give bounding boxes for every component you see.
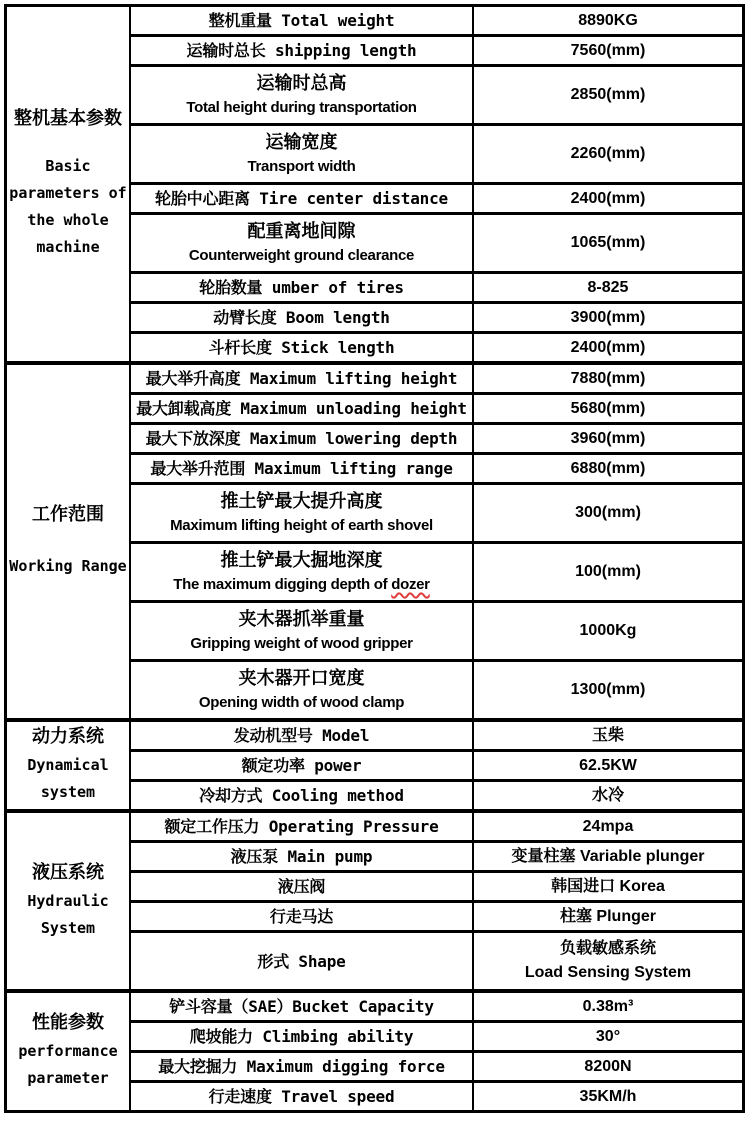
category-cell — [7, 813, 131, 989]
value-cell — [474, 813, 742, 840]
param-cell — [131, 903, 474, 930]
param-cell — [131, 722, 474, 749]
param-cell — [131, 1083, 474, 1110]
category-label-cn: 工作范围 — [32, 504, 104, 525]
spec-row — [131, 182, 742, 212]
section-rows — [131, 993, 742, 1110]
value-text: 2260(mm) — [570, 145, 646, 162]
spec-row — [131, 779, 742, 809]
section-rows — [131, 365, 742, 718]
value-cell — [474, 334, 742, 361]
param-cell — [131, 603, 474, 659]
param-cell — [131, 933, 474, 989]
param-label: 形式 Shape — [257, 951, 346, 971]
spec-row — [131, 34, 742, 64]
value-cell — [474, 455, 742, 482]
value-text: 1000Kg — [579, 622, 637, 639]
value-text: 7560(mm) — [570, 41, 646, 59]
param-label: 行走马达 — [269, 907, 334, 926]
category-label-cn: 整机基本参数 — [14, 108, 122, 129]
value-text: 2400(mm) — [570, 338, 646, 356]
value-text: 8-825 — [587, 278, 629, 296]
value-cell — [474, 993, 742, 1020]
spec-row — [131, 749, 742, 779]
spec-row — [131, 331, 742, 361]
value-cell — [474, 843, 742, 870]
param-label-en: Opening width of wood clamp — [198, 694, 405, 711]
spec-row — [131, 1020, 742, 1050]
category-label-en: System — [40, 918, 96, 937]
value-cell — [474, 365, 742, 392]
category-label-en: Basic — [45, 157, 91, 175]
category-cell — [7, 7, 131, 361]
category-label-en: system — [40, 783, 96, 801]
param-cell — [131, 425, 474, 452]
value-cell — [474, 1023, 742, 1050]
value-cell — [474, 903, 742, 930]
param-cell — [131, 365, 474, 392]
value-text-cn: 负载敏感系统 — [559, 940, 656, 957]
param-label: 最大举升范围 Maximum lifting range — [150, 459, 453, 478]
value-cell — [474, 485, 742, 541]
param-label: 最大下放深度 Maximum lowering depth — [145, 429, 458, 448]
param-cell — [131, 215, 474, 271]
value-text: 30° — [595, 1027, 621, 1045]
value-cell — [474, 126, 742, 182]
spec-row — [131, 840, 742, 870]
param-label-cn: 推土铲最大掘地深度 — [220, 550, 383, 571]
category-label-en: parameter — [27, 1069, 109, 1087]
value-text: 62.5KW — [579, 756, 637, 774]
category-label-cn: 动力系统 — [32, 726, 104, 747]
param-cell — [131, 7, 474, 34]
spec-row — [131, 123, 742, 182]
category-label-en: parameters of — [9, 184, 127, 202]
param-label-cn: 推土铲最大提升高度 — [220, 491, 383, 512]
param-label: 额定工作压力 Operating Pressure — [164, 817, 439, 836]
value-cell — [474, 873, 742, 900]
value-text: 2850(mm) — [570, 86, 646, 103]
param-cell — [131, 843, 474, 870]
value-text: 100(mm) — [575, 563, 641, 580]
param-label-en: Counterweight ground clearance — [188, 247, 415, 264]
value-text: 6880(mm) — [570, 459, 646, 477]
spec-row — [131, 482, 742, 541]
spec-row — [131, 600, 742, 659]
spec-row — [131, 722, 742, 749]
value-cell — [474, 215, 742, 271]
value-cell — [474, 752, 742, 779]
category-label-en: machine — [36, 238, 100, 256]
param-cell — [131, 185, 474, 212]
value-cell — [474, 274, 742, 301]
spec-row — [131, 64, 742, 123]
param-label-en: Transport width — [247, 158, 356, 175]
category-label-en: the whole — [27, 211, 109, 229]
value-cell — [474, 425, 742, 452]
value-text: 7880(mm) — [570, 369, 646, 387]
spec-section — [7, 809, 742, 989]
param-cell — [131, 304, 474, 331]
value-cell — [474, 1053, 742, 1080]
value-text: 柱塞 Plunger — [559, 907, 656, 925]
category-label-en: performance — [18, 1042, 118, 1060]
spec-row — [131, 659, 742, 718]
value-cell — [474, 1083, 742, 1110]
spec-row — [131, 392, 742, 422]
spec-row — [131, 271, 742, 301]
param-label-en: Gripping weight of wood gripper — [190, 635, 413, 652]
param-label: 铲斗容量（SAE）Bucket Capacity — [169, 997, 434, 1016]
param-label: 轮胎中心距离 Tire center distance — [155, 189, 448, 208]
value-cell — [474, 304, 742, 331]
spec-section — [7, 361, 742, 718]
value-text: 8200N — [584, 1057, 632, 1075]
param-label: 行走速度 Travel speed — [208, 1087, 395, 1106]
category-label-cn: 液压系统 — [32, 861, 104, 883]
param-label: 动臂长度 Boom length — [213, 308, 390, 327]
spec-row — [131, 212, 742, 271]
param-cell — [131, 37, 474, 64]
value-cell — [474, 603, 742, 659]
spec-row — [131, 993, 742, 1020]
spec-row — [131, 301, 742, 331]
value-text: 8890KG — [578, 11, 638, 29]
value-cell — [474, 782, 742, 809]
value-cell — [474, 37, 742, 64]
value-text: 玉柴 — [591, 726, 624, 744]
spec-row — [131, 365, 742, 392]
param-label: 冷却方式 Cooling method — [199, 786, 404, 805]
param-cell — [131, 993, 474, 1020]
spec-row — [131, 422, 742, 452]
value-text: 2400(mm) — [570, 189, 646, 207]
category-label-en: Hydraulic — [27, 891, 109, 910]
spec-row — [131, 930, 742, 989]
param-label: 整机重量 Total weight — [208, 11, 395, 30]
value-cell — [474, 185, 742, 212]
value-text: 300(mm) — [575, 504, 641, 521]
misspelled-word: dozer — [391, 576, 430, 593]
param-label-en: Total height during transportation — [186, 99, 417, 116]
value-text: 韩国进口 Korea — [551, 877, 665, 895]
value-text: 5680(mm) — [570, 399, 646, 417]
param-label: 最大挖掘力 Maximum digging force — [158, 1057, 445, 1076]
value-cell — [474, 7, 742, 34]
value-text: 24mpa — [582, 817, 634, 835]
param-cell — [131, 274, 474, 301]
section-rows — [131, 813, 742, 989]
spec-section — [7, 718, 742, 809]
param-cell — [131, 1023, 474, 1050]
param-cell — [131, 873, 474, 900]
value-text: 变量柱塞 Variable plunger — [511, 847, 705, 865]
param-cell — [131, 752, 474, 779]
param-cell — [131, 67, 474, 123]
value-cell — [474, 722, 742, 749]
param-label-en: Maximum lifting height of earth shovel — [170, 517, 433, 534]
param-label: 轮胎数量 umber of tires — [199, 278, 404, 297]
param-cell — [131, 485, 474, 541]
spec-row — [131, 541, 742, 600]
value-text: 1065(mm) — [570, 234, 646, 251]
spec-table — [4, 4, 745, 1113]
spec-row — [131, 452, 742, 482]
value-text-en: Load Sensing System — [524, 964, 692, 981]
param-label-cn: 夹木器开口宽度 — [238, 668, 365, 689]
section-rows — [131, 7, 742, 361]
param-cell — [131, 813, 474, 840]
param-cell — [131, 334, 474, 361]
spec-row — [131, 900, 742, 930]
spec-row — [131, 1080, 742, 1110]
param-label: 爬坡能力 Climbing ability — [189, 1027, 414, 1046]
value-cell — [474, 662, 742, 718]
param-cell — [131, 662, 474, 718]
value-cell — [474, 395, 742, 422]
param-label: 最大卸载高度 Maximum unloading height — [136, 399, 467, 418]
param-label: 额定功率 power — [241, 756, 362, 775]
category-label-en: Dynamical — [27, 756, 109, 774]
param-label-cn: 运输宽度 — [265, 132, 338, 153]
value-text: 35KM/h — [579, 1087, 637, 1105]
value-text: 3900(mm) — [570, 308, 646, 326]
value-text: 0.38m³ — [582, 997, 634, 1015]
category-cell — [7, 993, 131, 1110]
param-label-cn: 配重离地间隙 — [247, 221, 356, 242]
param-label-en-text: The maximum digging depth of — [173, 576, 392, 593]
value-cell — [474, 933, 742, 989]
param-label: 最大举升高度 Maximum lifting height — [145, 369, 458, 388]
param-label-cn: 夹木器抓举重量 — [238, 609, 365, 630]
param-label-cn: 运输时总高 — [256, 73, 347, 94]
section-rows — [131, 722, 742, 809]
param-cell — [131, 1053, 474, 1080]
param-cell — [131, 782, 474, 809]
category-label-cn: 性能参数 — [32, 1012, 104, 1033]
spec-row — [131, 7, 742, 34]
param-label: 液压阀 — [277, 877, 326, 896]
param-label: 运输时总长 shipping length — [186, 41, 417, 60]
spec-row — [131, 1050, 742, 1080]
category-cell — [7, 365, 131, 718]
category-cell — [7, 722, 131, 809]
value-text: 3960(mm) — [570, 429, 646, 447]
param-cell — [131, 126, 474, 182]
spec-row — [131, 813, 742, 840]
value-text: 水冷 — [591, 786, 624, 804]
param-cell — [131, 395, 474, 422]
spec-row — [131, 870, 742, 900]
category-label-en: Working Range — [9, 557, 127, 575]
param-label: 斗杆长度 Stick length — [208, 338, 395, 357]
spec-section — [7, 7, 742, 361]
param-label: 发动机型号 Model — [233, 726, 370, 745]
param-label: 液压泵 Main pump — [230, 847, 373, 866]
spec-section — [7, 989, 742, 1110]
value-cell — [474, 67, 742, 123]
param-cell — [131, 455, 474, 482]
value-text: 1300(mm) — [570, 681, 646, 698]
param-label-en — [173, 573, 429, 596]
param-cell — [131, 544, 474, 600]
value-cell — [474, 544, 742, 600]
